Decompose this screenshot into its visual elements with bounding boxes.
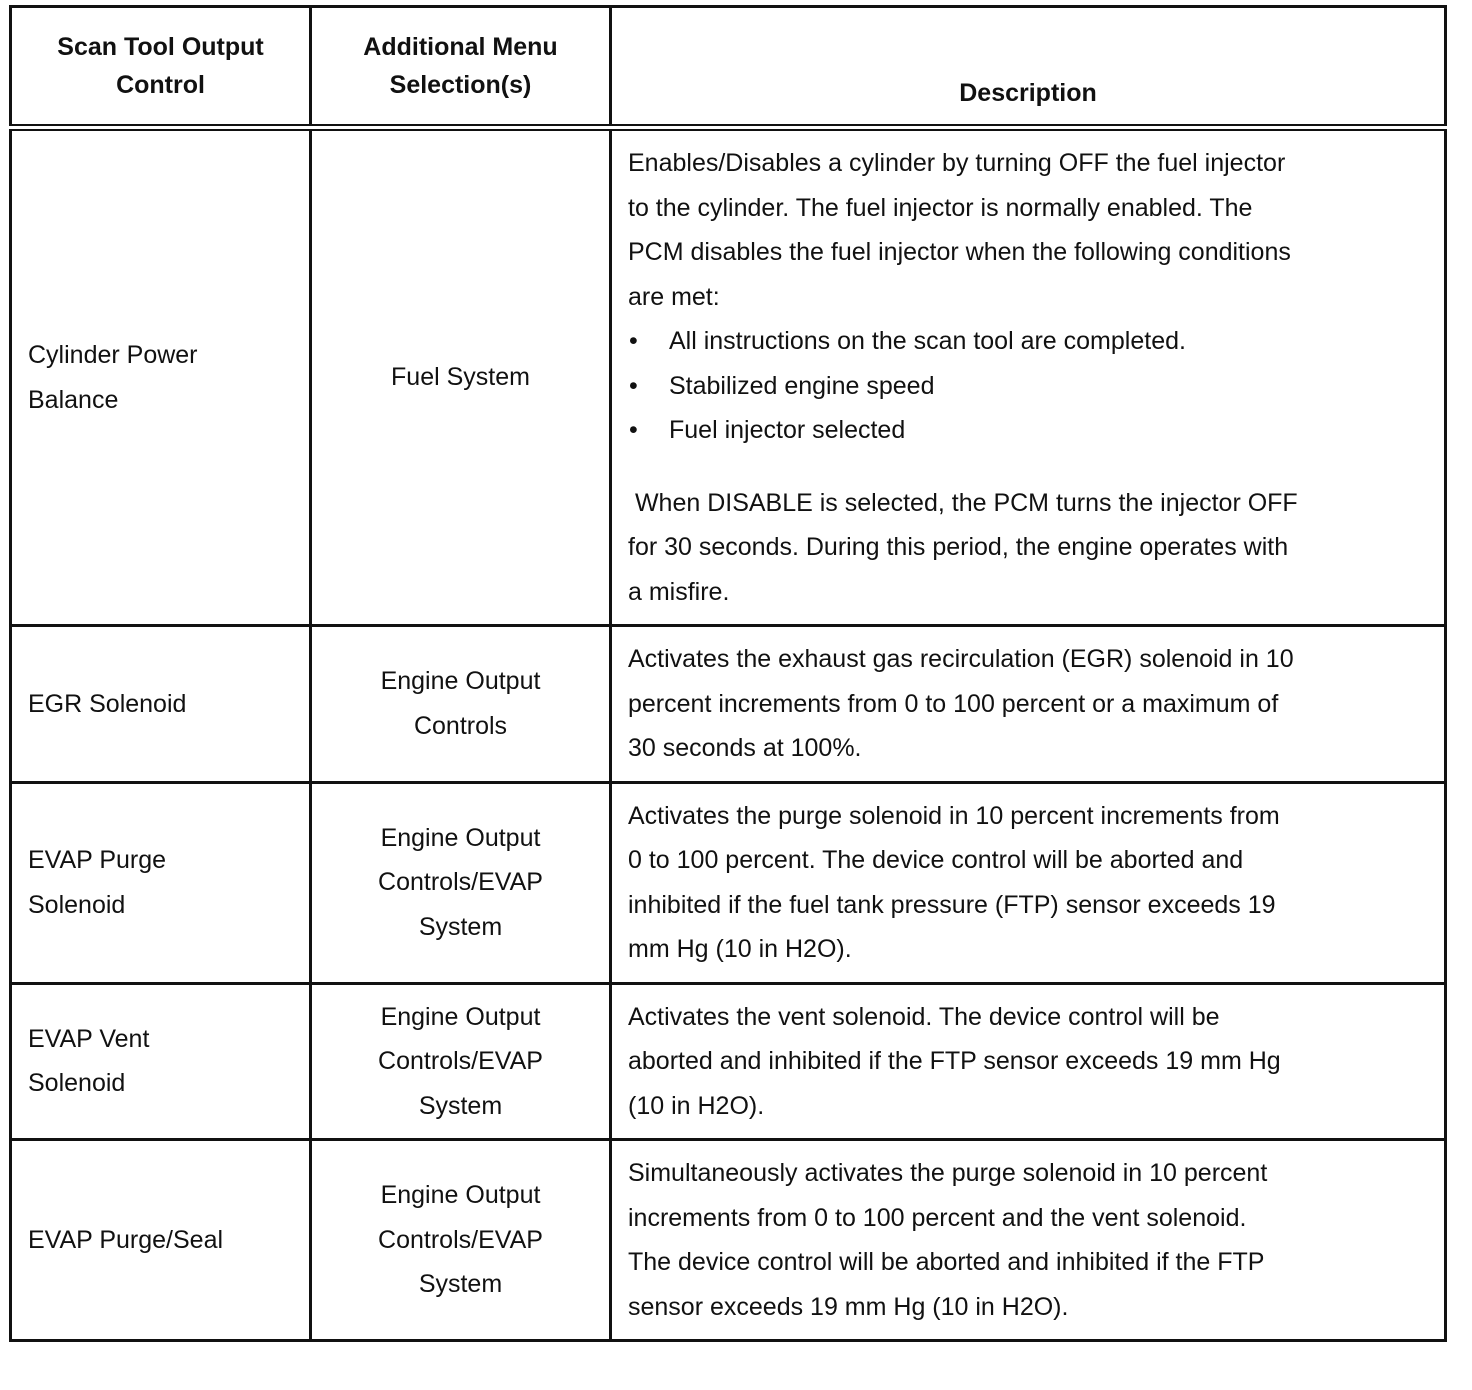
table-row: [11, 128, 1446, 626]
description-line: aborted and inhibited if the FTP sensor exceeds 19 mm Hg: [628, 1047, 1281, 1075]
description-line: percent increments from 0 to 100 percent or a maximum of: [628, 689, 1279, 718]
menu-selection-cell: [311, 983, 611, 1140]
description-line: inhibited if the fuel tank pressure (FTP) sensor exceeds 19: [628, 890, 1276, 919]
menu-selection-cell: [311, 128, 611, 626]
menu-selection-cell: [311, 1140, 611, 1341]
cell-line: System: [418, 912, 503, 941]
description-line: The device control will be aborted and inhibited if the FTP: [628, 1248, 1265, 1276]
cell-line: Solenoid: [28, 890, 126, 919]
bullet-icon: •: [629, 371, 638, 400]
cell-line: Engine Output: [380, 1181, 541, 1210]
description-cell: [611, 983, 1446, 1140]
description-line: mm Hg (10 in H2O).: [628, 935, 852, 963]
cell-line: Engine Output: [380, 667, 541, 696]
description-line: 0 to 100 percent. The device control will be aborted and: [628, 846, 1244, 874]
description-line: sensor exceeds 19 mm Hg (10 in H2O).: [628, 1292, 1069, 1321]
cell-line: EVAP Vent: [28, 1024, 150, 1053]
description-line: When DISABLE is selected, the PCM turns the injector OFF: [628, 488, 1298, 517]
description-line: PCM disables the fuel injector when the following conditions: [628, 238, 1291, 266]
header-line: Control: [116, 71, 205, 99]
output-control-cell: [11, 1140, 311, 1341]
cell-line: EVAP Purge/Seal: [28, 1225, 224, 1254]
list-item: [628, 408, 1372, 453]
cell-line: Controls: [413, 711, 508, 740]
header-description: Description: [611, 7, 1446, 128]
list-item: [628, 319, 1372, 364]
cell-line: EVAP Purge: [28, 846, 167, 874]
output-controls-table: [9, 5, 1447, 1342]
output-control-cell: [11, 782, 311, 983]
description-line: Activates the vent solenoid. The device control will be: [628, 1002, 1220, 1031]
menu-selection-cell: [311, 782, 611, 983]
table-row: [11, 1140, 1446, 1341]
header-line: Selection(s): [389, 71, 532, 99]
description-cell: [611, 1140, 1446, 1341]
cell-line: System: [418, 1270, 503, 1299]
description-line: Simultaneously activates the purge solenoid in 10 percent: [628, 1159, 1268, 1187]
cell-line: Controls/EVAP: [378, 868, 543, 897]
output-control-cell: [11, 626, 311, 783]
bullet-icon: •: [629, 416, 638, 444]
conditions-list: [628, 319, 1372, 453]
table-row: [11, 782, 1446, 983]
description-line: Activates the purge solenoid in 10 percent increments from: [628, 801, 1280, 830]
list-item: [628, 364, 1372, 409]
description-line: increments from 0 to 100 percent and the vent solenoid.: [628, 1203, 1247, 1232]
cell-line: Fuel System: [391, 363, 530, 392]
description-line: Activates the exhaust gas recirculation (EGR) solenoid in 10: [628, 645, 1294, 673]
description-cell: [611, 626, 1446, 783]
list-item-text: All instructions on the scan tool are completed.: [669, 327, 1186, 355]
header-line: Additional Menu: [363, 33, 558, 61]
cell-line: Engine Output: [380, 823, 541, 852]
header-additional-menu-selections: [311, 7, 611, 128]
menu-selection-cell: [311, 626, 611, 783]
cell-line: System: [418, 1091, 503, 1120]
list-item-text: Stabilized engine speed: [669, 371, 935, 400]
description-line: 30 seconds at 100%.: [628, 734, 862, 762]
description-line: Enables/Disables a cylinder by turning OFF the fuel injector: [628, 149, 1286, 177]
paragraph-spacer: [628, 453, 1372, 481]
cell-line: Cylinder Power: [28, 341, 198, 369]
description-line: for 30 seconds. During this period, the engine operates with: [628, 533, 1289, 561]
table-row: [11, 983, 1446, 1140]
cell-line: Solenoid: [28, 1069, 126, 1098]
cell-line: Balance: [28, 385, 119, 414]
table-row: [11, 626, 1446, 783]
table-header-row: [11, 7, 1446, 128]
output-controls-table-wrapper: [9, 5, 1444, 1342]
bullet-icon: •: [629, 327, 638, 355]
header-scan-tool-output-control: [11, 7, 311, 128]
output-control-cell: [11, 128, 311, 626]
description-cell: [611, 128, 1446, 626]
description-line: are met:: [628, 282, 720, 311]
header-line: Scan Tool Output: [57, 33, 264, 61]
description-line: to the cylinder. The fuel injector is normally enabled. The: [628, 193, 1253, 222]
cell-line: Engine Output: [380, 1002, 541, 1031]
cell-line: Controls/EVAP: [378, 1047, 543, 1075]
output-control-cell: [11, 983, 311, 1140]
cell-line: Controls/EVAP: [378, 1225, 543, 1254]
description-cell: [611, 782, 1446, 983]
list-item-text: Fuel injector selected: [669, 416, 906, 444]
cell-line: EGR Solenoid: [28, 689, 187, 718]
description-line: (10 in H2O).: [628, 1091, 765, 1120]
description-line: a misfire.: [628, 577, 730, 606]
